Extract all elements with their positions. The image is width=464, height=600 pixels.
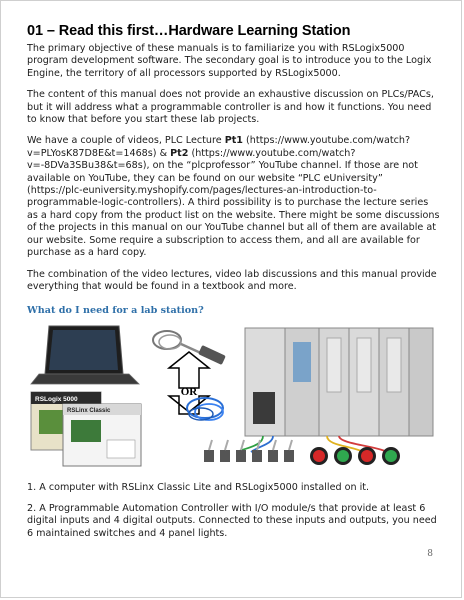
paragraph-content-scope: The content of this manual does not provide an exhaustive discussion on PLCs/PACs, but it will address what a programmable controller is and how it functions. You need to know that before you start these lab projects. [27, 89, 434, 126]
page-content [27, 23, 441, 548]
videos-text-a: We have a couple of videos, PLC Lecture [27, 135, 225, 147]
lab-station-figure [27, 322, 441, 472]
paragraph-objective: The primary objective of these manuals is to familiarize you with RSLogix5000 program development software. The secondary goal is to introduce you to the Logix Engine, the territory of all processors supported by RSLogix5000. [27, 43, 432, 79]
page-title: 01 – Read this first…Hardware Learning Station [27, 23, 351, 39]
videos-text-c: (https://www.youtube.com/watch?v=-8DVa3SBu38&t=68s), on the “plcprofessor” YouTube channel. If those are not available on YouTube, they can be found on our website “PLC eUniversity” (https://plc-euniversity.myshopify.com/pages/lectures-an-introduction-to-programmable-logic-controllers). A third possibility is to purchase the lecture series as a hard copy from the product list on the website. There might be some discussions of the projects in this manual on our YouTube channel but all of them are available at our website. Some require a subscription to access them, and all are available for purchase as a hard copy. [27, 147, 440, 259]
paragraph-videos [27, 135, 441, 259]
rslinx-box-image [63, 404, 141, 466]
controller-rack-image [245, 328, 433, 436]
list-item: 1. A computer with RSLinx Classic Lite and RSLogix5000 installed on it. [27, 482, 370, 494]
paragraph-combination: The combination of the video lectures, video lab discussions and this manual provide everything that would be found in a textbook and more. [27, 268, 437, 292]
page-number: 8 [427, 549, 433, 559]
lab-station-illustration [27, 322, 441, 472]
rslogix-box-label: RSLogix 5000 [35, 396, 78, 404]
requirements-list [27, 482, 441, 540]
rslinx-box-label: RSLinx Classic [67, 408, 111, 415]
laptop-image [31, 326, 139, 384]
pt2-label: Pt2 [170, 147, 189, 159]
ethernet-cable-image [187, 398, 223, 420]
toggle-switches-image [204, 440, 294, 462]
or-label: OR [180, 386, 198, 399]
list-item: 2. A Programmable Automation Controller with I/O module/s that provide at least 6 digital inputs and 4 digital outputs. Connected to these inputs and outputs, you need 6 maintained switches and 4 panel lights. [27, 502, 437, 539]
pt1-label: Pt1 [224, 135, 243, 147]
section-heading: What do I need for a lab station? [27, 305, 204, 317]
videos-text-b: (https://www.youtube.com/watch?v=PLYosK87D8E&t=1468s) & [27, 135, 411, 159]
